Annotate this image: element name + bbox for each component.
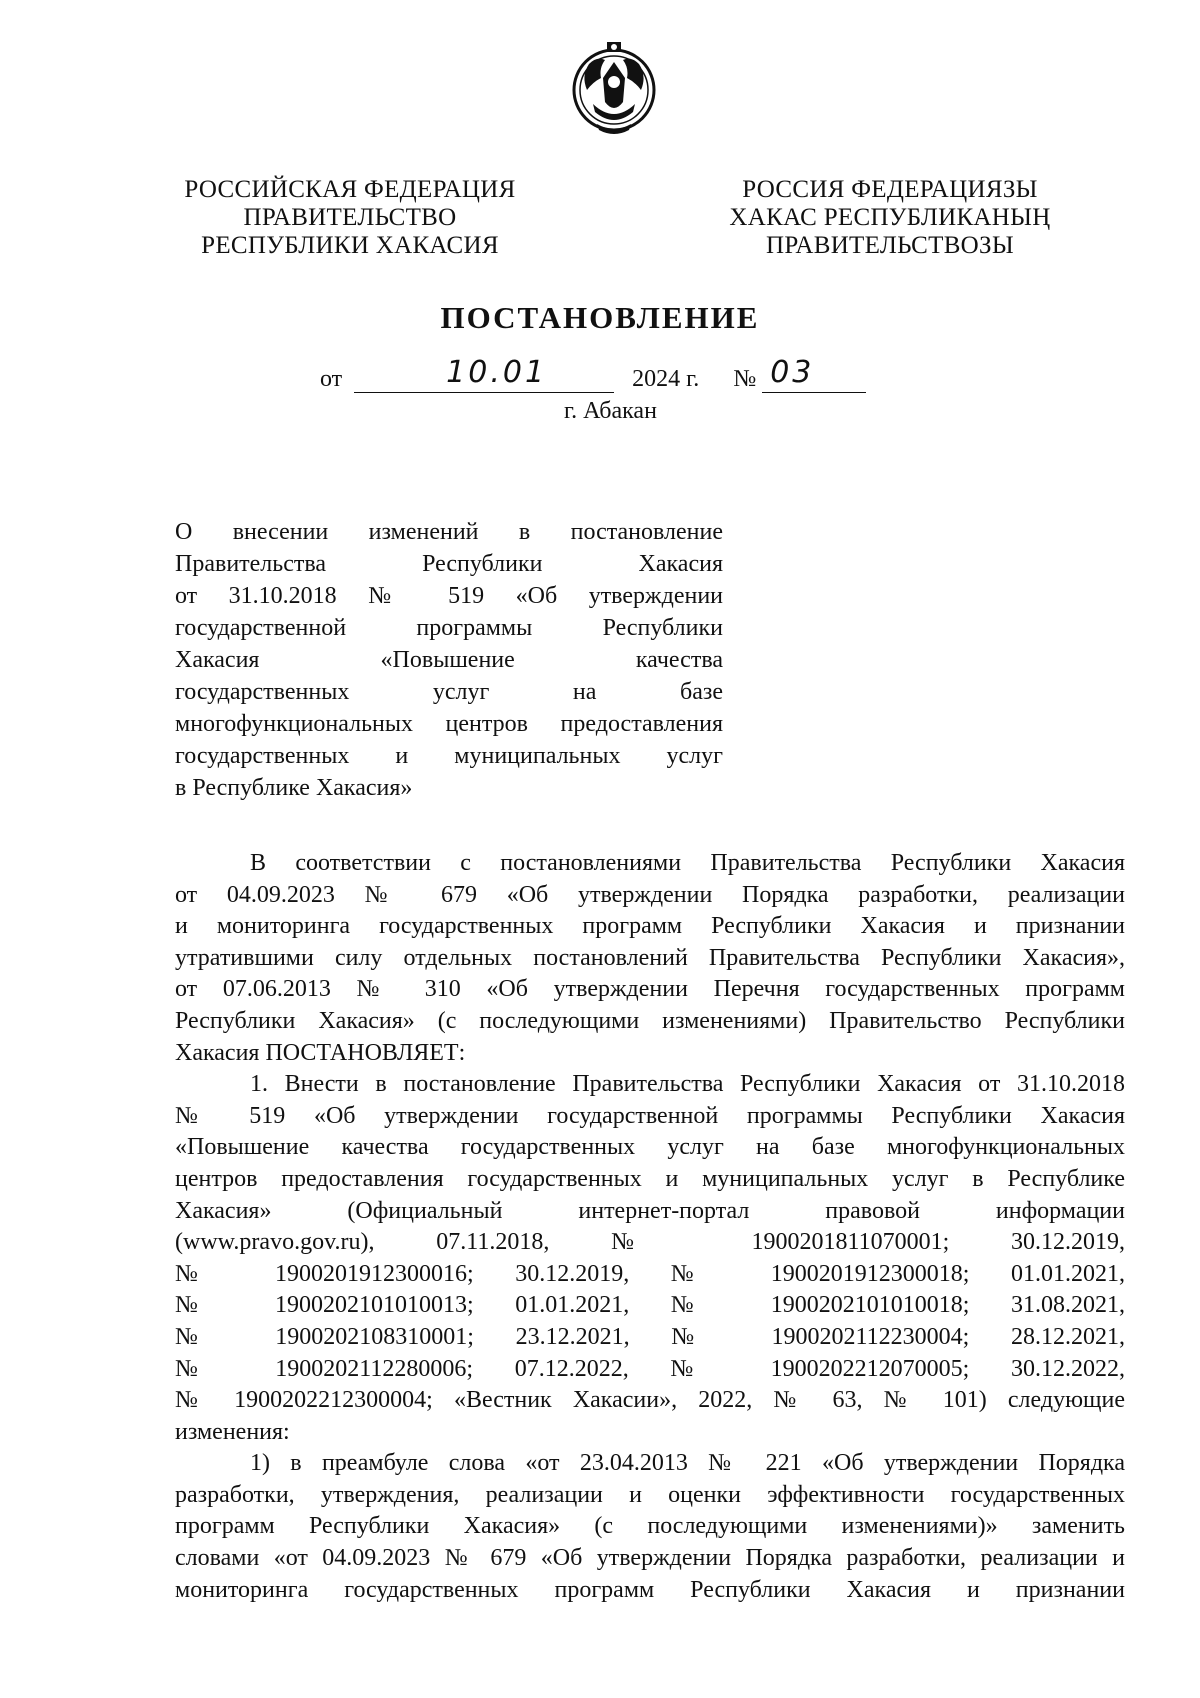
document-title: ПОСТАНОВЛЕНИЕ (440, 300, 760, 335)
body-line: Хакасия ПОСТАНОВЛЯЕТ: (175, 1039, 466, 1066)
body-line: № 519 «Об утверждении государственной программы Республики Хакасия (175, 1102, 1125, 1129)
subject-block (175, 516, 723, 804)
city: г. Абакан (564, 398, 657, 424)
handwritten-number: 03 (770, 355, 815, 390)
header-left-line: РЕСПУБЛИКИ ХАКАСИЯ (201, 232, 499, 259)
body-line: № 1900202212300004; «Вестник Хакасии», 2022, № 63, № 101) следующие (175, 1387, 1125, 1414)
body-line: № 1900201912300016; 30.12.2019, № 1900201912300018; 01.01.2021, (175, 1260, 1125, 1287)
body-line: словами «от 04.09.2023 № 679 «Об утверждении Порядка разработки, реализации и (175, 1545, 1125, 1572)
body-line: от 04.09.2023 № 679 «Об утверждении Порядка разработки, реализации (175, 881, 1125, 908)
header-left-line: ПРАВИТЕЛЬСТВО (243, 204, 457, 231)
body-line: 1) в преамбуле слова «от 23.04.2013 № 221 «Об утверждении Порядка (250, 1450, 1125, 1477)
header-right-line: ПРАВИТЕЛЬСТВОЗЫ (766, 232, 1014, 259)
khakassia-coat-of-arms-icon (567, 38, 661, 138)
body-line: № 1900202101010013; 01.01.2021, № 1900202101010018; 31.08.2021, (175, 1292, 1125, 1319)
header-right (690, 176, 1090, 260)
date-prefix: от (320, 366, 343, 392)
date-year: 2024 г. (632, 366, 700, 392)
handwritten-date: 10.01 (446, 355, 548, 390)
subject-line: от 31.10.2018 № 519 «Об утверждении (175, 583, 723, 609)
body-line: В соответствии с постановлениями Правительства Республики Хакасия (250, 850, 1125, 876)
number-label: № (733, 366, 757, 392)
subject-line: государственной программы Республики (175, 615, 723, 641)
date-line (320, 355, 866, 393)
body-line: Республики Хакасия» (с последующими изменениями) Правительство Республики (175, 1007, 1125, 1034)
body-line: № 1900202108310001; 23.12.2021, № 1900202112230004; 28.12.2021, (175, 1323, 1125, 1350)
subject-line: О внесении изменений в постановление (175, 519, 723, 545)
body-line: № 1900202112280006; 07.12.2022, № 1900202212070005; 30.12.2022, (175, 1355, 1125, 1382)
subject-line: государственных и муниципальных услуг (175, 743, 723, 769)
body-line: мониторинга государственных программ Республики Хакасия и признании (175, 1576, 1125, 1603)
body-line: 1. Внести в постановление Правительства Республики Хакасия от 31.10.2018 (250, 1071, 1125, 1098)
body-line: (www.pravo.gov.ru), 07.11.2018, № 1900201811070001; 30.12.2019, (175, 1229, 1125, 1256)
body-line: от 07.06.2013 № 310 «Об утверждении Перечня государственных программ (175, 976, 1125, 1003)
header-left (150, 176, 550, 260)
number-blank (762, 355, 866, 393)
body-line: изменения: (175, 1418, 290, 1445)
body-line: и мониторинга государственных программ Республики Хакасия и признании (175, 913, 1125, 940)
header-right-line: РОССИЯ ФЕДЕРАЦИЯЗЫ (742, 176, 1038, 203)
body-line: программ Республики Хакасия» (с последующими изменениями)» заменить (175, 1513, 1125, 1540)
subject-line: многофункциональных центров предоставления (175, 711, 723, 737)
body-line: «Повышение качества государственных услуг на базе многофункциональных (175, 1134, 1125, 1161)
subject-line: Правительства Республики Хакасия (175, 551, 723, 577)
subject-line: государственных услуг на базе (175, 679, 723, 705)
date-blank (354, 355, 614, 393)
header-left-line: РОССИЙСКАЯ ФЕДЕРАЦИЯ (184, 176, 516, 203)
body-text (175, 848, 1125, 1606)
subject-line: Хакасия «Повышение качества (175, 647, 723, 673)
body-line: разработки, утверждения, реализации и оценки эффективности государственных (175, 1481, 1125, 1508)
body-line: утратившими силу отдельных постановлений Правительства Республики Хакасия», (175, 944, 1125, 971)
subject-line: в Республике Хакасия» (175, 775, 413, 801)
body-line: Хакасия» (Официальный интернет-портал правовой информации (175, 1197, 1125, 1224)
body-line: центров предоставления государственных и муниципальных услуг в Республике (175, 1165, 1125, 1192)
header-right-line: ХАКАС РЕСПУБЛИКАНЫҢ (729, 204, 1051, 231)
